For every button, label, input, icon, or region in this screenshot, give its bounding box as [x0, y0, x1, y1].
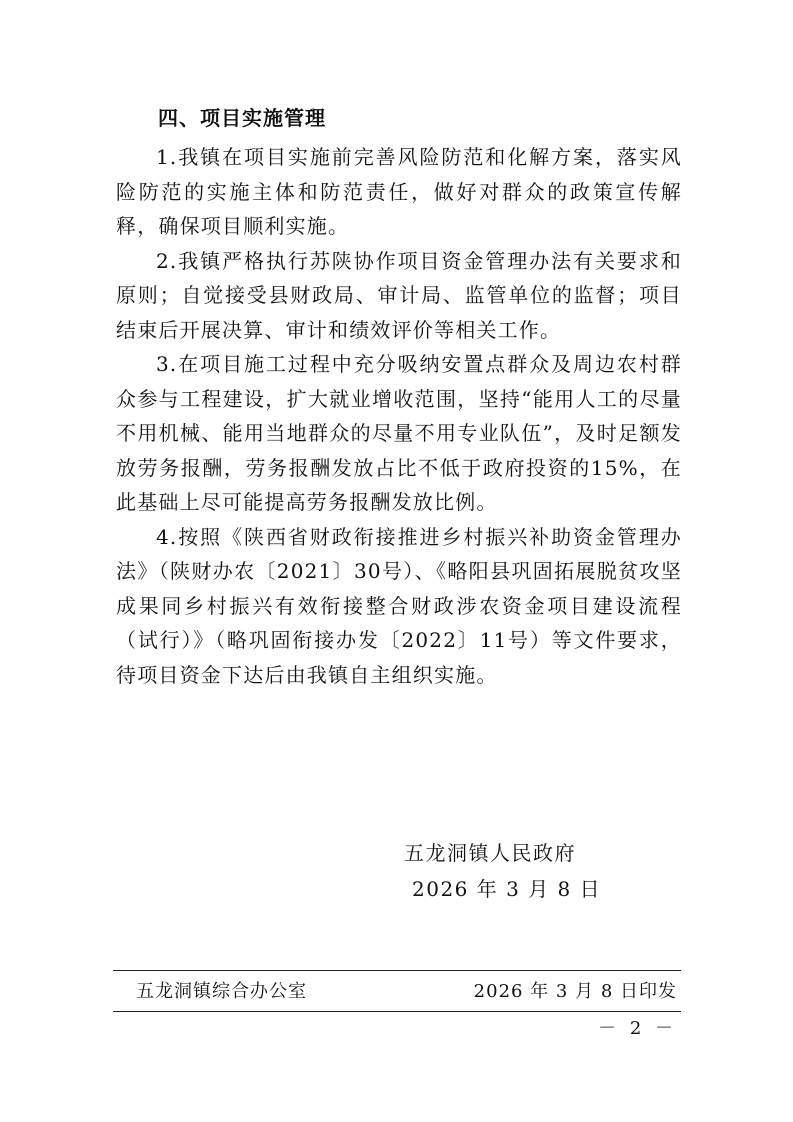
paragraph-3: 3.在项目施工过程中充分吸纳安置点群众及周边农村群众参与工程建设，扩大就业增收范围，坚持“能用人工的尽量不用机械、能用当地群众的尽量不用专业队伍”，及时足额发放劳务报酬，劳务报酬发放占比不低于政府投资的15%，在此基础上尽可能提高劳务报酬发放比例。 — [116, 352, 682, 514]
footer-top-rule — [113, 970, 681, 971]
paragraph-2: 2.我镇严格执行苏陕协作项目资金管理办法有关要求和原则；自觉接受县财政局、审计局、监管单位的监督；项目结束后开展决算、审计和绩效评价等相关工作。 — [116, 248, 682, 342]
section-heading: 四、项目实施管理 — [158, 106, 326, 130]
footer-bottom-rule — [113, 1011, 681, 1012]
section-body — [116, 140, 682, 692]
paragraph-4: 4.按照《陕西省财政衔接推进乡村振兴补助资金管理办法》（陕财办农〔2021〕30号）、《略阳县巩固拓展脱贫攻坚成果同乡村振兴有效衔接整合财政涉农资金项目建设流程（试行）》（略巩固衔接办发〔2022〕11号）等文件要求，待项目资金下达后由我镇自主组织实施。 — [116, 524, 682, 687]
signature-organization: 五龙洞镇人民政府 — [404, 841, 576, 865]
footer-print-date: 2026 年 3 月 8 日印发 — [473, 981, 677, 1002]
paragraph-1: 1.我镇在项目实施前完善风险防范和化解方案，落实风险防范的实施主体和防范责任，做好对群众的政策宣传解释，确保项目顺利实施。 — [116, 145, 682, 238]
footer-issuer: 五龙洞镇综合办公室 — [136, 981, 307, 1002]
page-number: － 2 － — [598, 1018, 677, 1039]
signature-date: 2026 年 3 月 8 日 — [412, 877, 602, 901]
